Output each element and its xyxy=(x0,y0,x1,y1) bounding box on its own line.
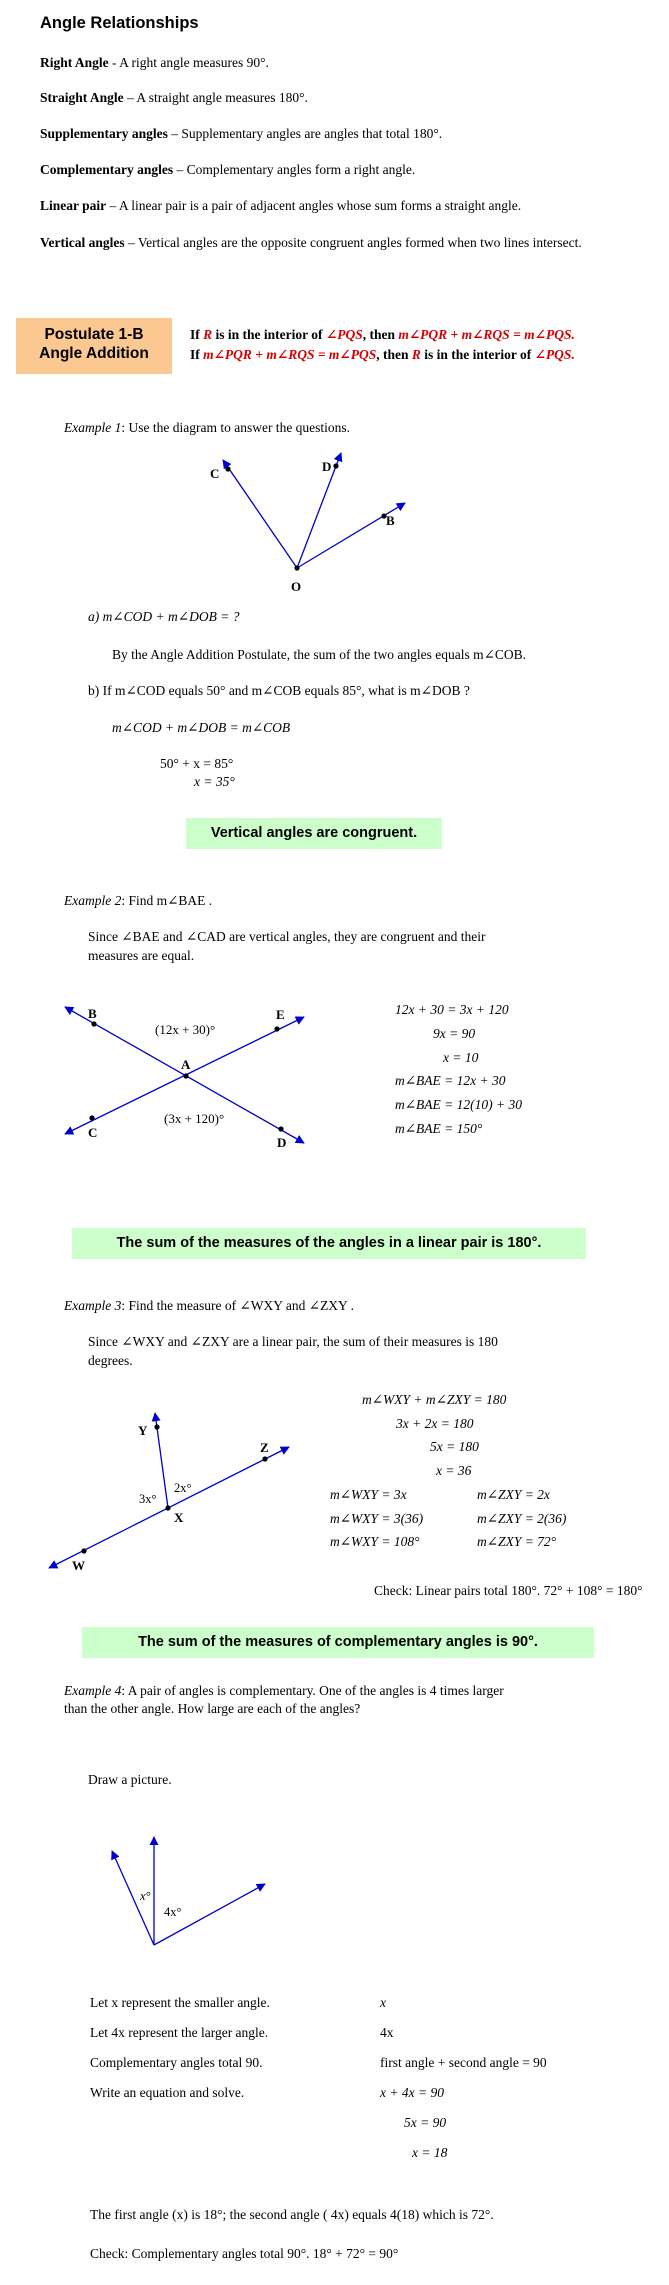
definition-vertical-angles: Vertical angles – Vertical angles are the opposite congruent angles formed when two lines intersect. xyxy=(40,235,582,250)
example3-right-3: m∠ZXY = 72° xyxy=(477,1534,557,1549)
example1-equation-3: x = 35° xyxy=(194,774,235,789)
example3-step-4: x = 36 xyxy=(436,1463,472,1478)
example3-right-1: m∠ZXY = 2x xyxy=(477,1487,550,1502)
example4-row-2-left: Let 4x represent the larger angle. xyxy=(90,2025,269,2040)
banner-vertical-angles: Vertical angles are congruent. xyxy=(186,818,442,849)
angle-label-bottom: (3x + 120)° xyxy=(164,1111,225,1126)
example2-step-6: m∠BAE = 150° xyxy=(395,1121,483,1136)
definition-linear-pair: Linear pair – A linear pair is a pair of adjacent angles whose sum forms a straight angle. xyxy=(40,198,522,213)
example3-right-2: m∠ZXY = 2(36) xyxy=(477,1511,567,1526)
example3-text-2: degrees. xyxy=(88,1353,133,1368)
example2-step-3: x = 10 xyxy=(443,1050,479,1065)
example1-answer-a: By the Angle Addition Postulate, the sum of the two angles equals m∠COB. xyxy=(112,647,527,662)
example4-row-4-left: Write an equation and solve. xyxy=(90,2085,245,2100)
example1-equation-1: m∠COD + m∠DOB = m∠COB xyxy=(112,720,291,735)
example2-text-2: measures are equal. xyxy=(88,948,195,963)
postulate-line-2: If m∠PQR + m∠RQS = m∠PQS, then R is in the interior of ∠PQS. xyxy=(190,347,575,362)
label-b2: B xyxy=(88,1006,97,1021)
angle-x: x° xyxy=(140,1889,151,1903)
example1-prompt: Example 1: Use the diagram to answer the questions. xyxy=(64,420,351,435)
example1-equation-2: 50° + x = 85° xyxy=(160,756,234,771)
example1-question-b: b) If m∠COD equals 50° and m∠COB equals 85°, what is m∠DOB ? xyxy=(88,683,470,698)
example2-text-1: Since ∠BAE and ∠CAD are vertical angles, they are congruent and their xyxy=(88,929,486,944)
example4-row-1-right: x xyxy=(380,1995,386,2010)
label-w: W xyxy=(72,1558,85,1573)
example3-text-1: Since ∠WXY and ∠ZXY are a linear pair, the sum of their measures is 180 xyxy=(88,1334,498,1349)
example4-check: Check: Complementary angles total 90°. 18° + 72° = 90° xyxy=(90,2246,399,2261)
example4-solve-2: x = 18 xyxy=(412,2145,448,2160)
banner-linear-pair: The sum of the measures of the angles in a linear pair is 180°. xyxy=(72,1228,586,1259)
example4-draw: Draw a picture. xyxy=(88,1772,172,1787)
postulate-name: Angle Addition xyxy=(39,345,149,362)
page-title: Angle Relationships xyxy=(40,14,199,32)
example1-question-a: a) m∠COD + m∠DOB = ? xyxy=(88,609,240,624)
label-d: D xyxy=(322,459,332,474)
label-d2: D xyxy=(277,1135,287,1150)
example4-row-3-left: Complementary angles total 90. xyxy=(90,2055,263,2070)
definition-right-angle: Right Angle - A right angle measures 90°. xyxy=(40,55,269,70)
example2-step-4: m∠BAE = 12x + 30 xyxy=(395,1073,506,1088)
example2-step-2: 9x = 90 xyxy=(433,1026,476,1041)
example3-left-1: m∠WXY = 3x xyxy=(330,1487,407,1502)
example3-check: Check: Linear pairs total 180°. 72° + 108° = 180° xyxy=(374,1583,643,1598)
example4-row-1-left: Let x represent the smaller angle. xyxy=(90,1995,270,2010)
example3-step-2: 3x + 2x = 180 xyxy=(396,1416,474,1431)
label-c: C xyxy=(210,466,220,481)
definition-complementary: Complementary angles – Complementary angles form a right angle. xyxy=(40,162,416,177)
example4-row-4-right: x + 4x = 90 xyxy=(380,2085,444,2100)
example2-step-5: m∠BAE = 12(10) + 30 xyxy=(395,1097,523,1112)
label-b: B xyxy=(386,513,395,528)
example4-conclusion: The first angle (x) is 18°; the second angle ( 4x) equals 4(18) which is 72°. xyxy=(90,2207,494,2222)
example4-row-3-right: first angle + second angle = 90 xyxy=(380,2055,547,2070)
label-e: E xyxy=(276,1007,285,1022)
angle-2x: 2x° xyxy=(174,1481,192,1495)
definition-supplementary: Supplementary angles – Supplementary angles are angles that total 180°. xyxy=(40,126,443,141)
angle-label-top: (12x + 30)° xyxy=(155,1022,216,1037)
angle-4x: 4x° xyxy=(164,1905,182,1919)
angle-3x: 3x° xyxy=(139,1492,157,1506)
example4-solve-1: 5x = 90 xyxy=(404,2115,447,2130)
label-z: Z xyxy=(260,1440,269,1455)
example3-left-3: m∠WXY = 108° xyxy=(330,1534,420,1549)
label-c2: C xyxy=(88,1125,98,1140)
postulate-line-1: If R is in the interior of ∠PQS, then m∠PQR + m∠RQS = m∠PQS. xyxy=(190,327,575,342)
postulate-number: Postulate 1-B xyxy=(44,326,144,343)
example2-step-1: 12x + 30 = 3x + 120 xyxy=(395,1002,509,1017)
example2-prompt: Example 2: Find m∠BAE . xyxy=(64,893,213,908)
example4-prompt-1: Example 4: A pair of angles is complementary. One of the angles is 4 times larger xyxy=(64,1683,504,1698)
label-y: Y xyxy=(138,1423,148,1438)
banner-complementary: The sum of the measures of complementary angles is 90°. xyxy=(82,1627,594,1658)
example3-left-2: m∠WXY = 3(36) xyxy=(330,1511,424,1526)
example3-step-1: m∠WXY + m∠ZXY = 180 xyxy=(362,1392,507,1407)
definition-straight-angle: Straight Angle – A straight angle measures 180°. xyxy=(40,90,308,105)
example3-prompt: Example 3: Find the measure of ∠WXY and ∠ZXY . xyxy=(64,1298,355,1313)
label-o: O xyxy=(291,579,302,594)
example4-prompt-2: than the other angle. How large are each of the angles? xyxy=(64,1701,361,1716)
label-x: X xyxy=(174,1510,184,1525)
example4-row-2-right: 4x xyxy=(380,2025,394,2040)
label-a: A xyxy=(181,1057,191,1072)
example3-step-3: 5x = 180 xyxy=(430,1439,479,1454)
